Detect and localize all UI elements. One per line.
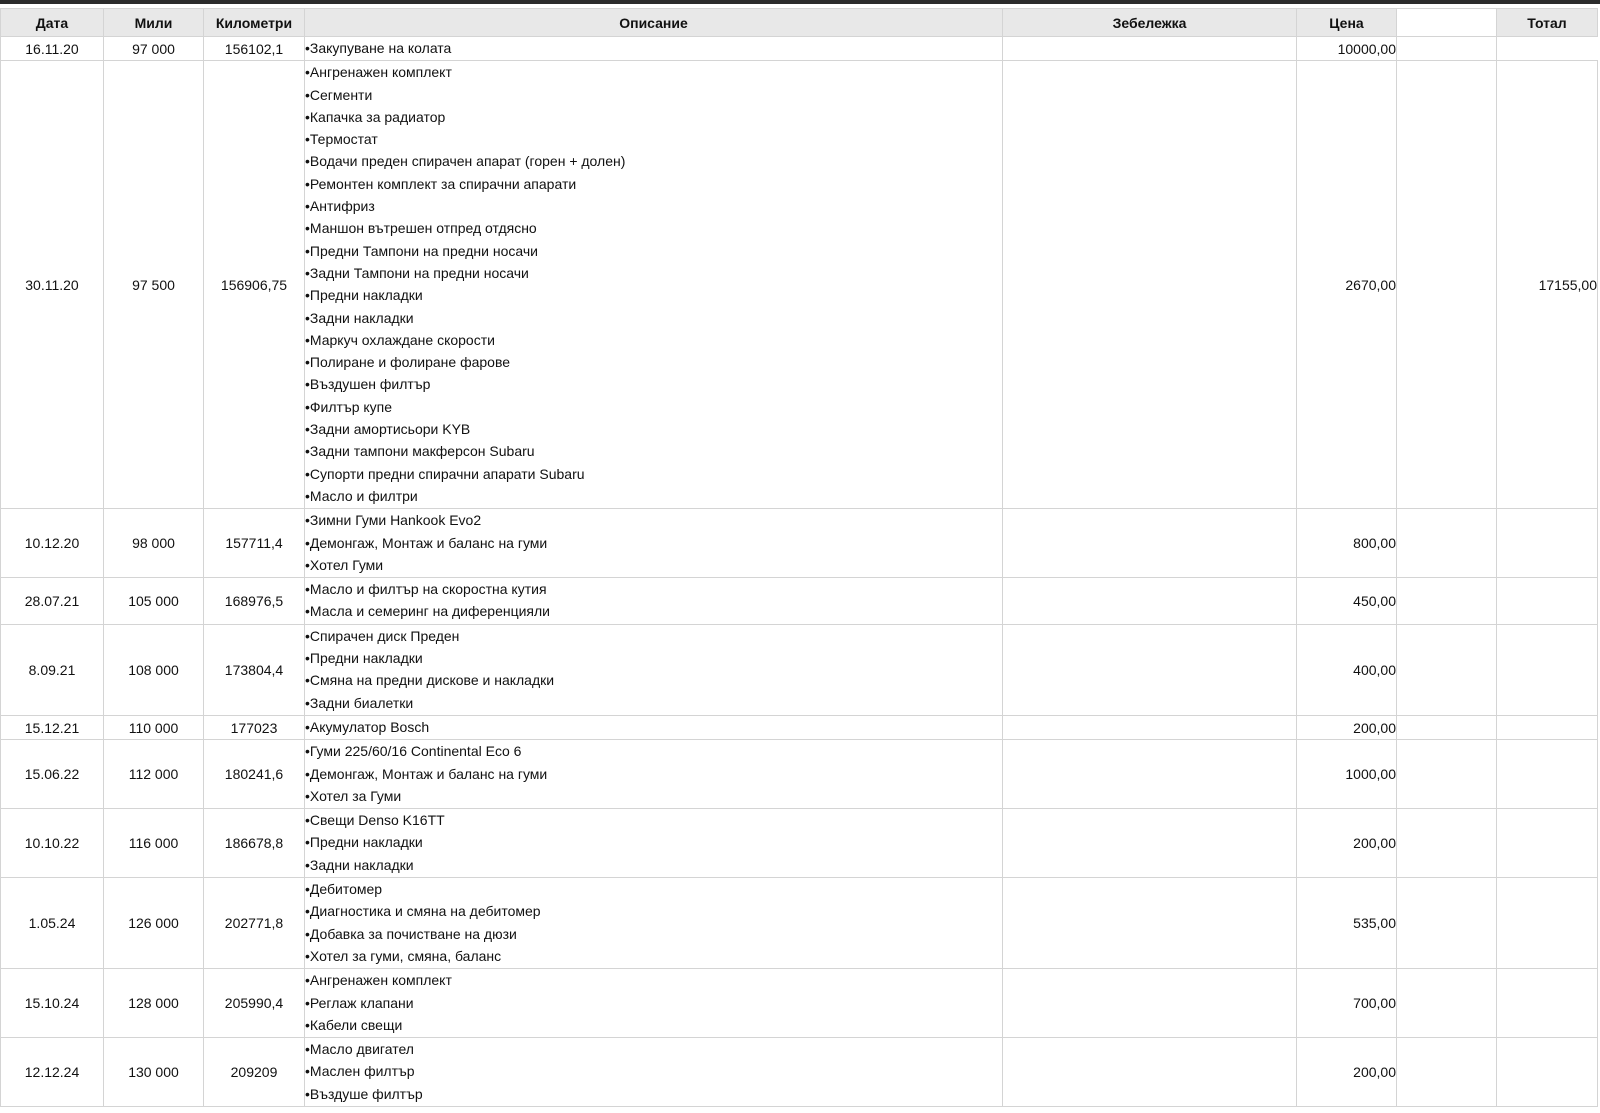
note-cell[interactable] — [1003, 578, 1297, 625]
miles-cell[interactable]: 108 000 — [104, 624, 204, 715]
description-item: •Дебитомер — [305, 881, 383, 898]
description-cell[interactable] — [305, 1038, 1003, 1107]
price-cell[interactable]: 200,00 — [1297, 715, 1397, 739]
note-cell[interactable] — [1003, 740, 1297, 809]
km-cell[interactable]: 156906,75 — [204, 61, 305, 509]
date-cell[interactable]: 12.12.24 — [1, 1038, 104, 1107]
description-item: •Задни накладки — [305, 309, 414, 326]
description-item: •Кабели свещи — [305, 1016, 403, 1033]
date-cell[interactable]: 10.12.20 — [1, 509, 104, 578]
table-row — [1, 715, 1598, 739]
description-item: •Масло двигател — [305, 1041, 414, 1058]
empty-cell[interactable] — [1497, 969, 1598, 1038]
empty-cell[interactable] — [1497, 509, 1598, 578]
description-item: •Маншон вътрешен отпред отдясно — [305, 220, 537, 237]
empty-cell[interactable] — [1497, 809, 1598, 878]
empty-cell[interactable] — [1497, 715, 1598, 739]
description-item: •Хотел за гуми, смяна, баланс — [305, 947, 502, 964]
km-cell[interactable]: 177023 — [204, 715, 305, 739]
miles-cell[interactable]: 130 000 — [104, 1038, 204, 1107]
description-item: •Масло и филтър на скоростна кутия — [305, 581, 547, 598]
description-cell[interactable] — [305, 740, 1003, 809]
price-cell[interactable]: 200,00 — [1297, 1038, 1397, 1107]
description-item: •Масло и филтри — [305, 487, 418, 504]
description-cell[interactable] — [305, 969, 1003, 1038]
description-item: •Закупуване на колата — [305, 40, 452, 56]
description-item: •Предни Тампони на предни носачи — [305, 242, 538, 259]
date-cell[interactable]: 15.12.21 — [1, 715, 104, 739]
description-item: •Спирачен диск Преден — [305, 627, 460, 644]
description-item: •Супорти предни спирачни апарати Subaru — [305, 465, 585, 482]
description-cell[interactable] — [305, 878, 1003, 969]
empty-cell[interactable] — [1497, 578, 1598, 625]
empty-cell[interactable] — [1397, 878, 1497, 969]
header-date[interactable]: Дата — [1, 9, 104, 37]
description-item: •Зимни Гуми Hankook Evo2 — [305, 512, 482, 529]
description-item: •Хотел за Гуми — [305, 787, 402, 804]
table-row — [1, 969, 1598, 1038]
km-cell[interactable]: 168976,5 — [204, 578, 305, 625]
note-cell[interactable] — [1003, 37, 1297, 61]
table-row — [1, 878, 1598, 969]
date-cell[interactable]: 15.10.24 — [1, 969, 104, 1038]
description-item: •Задни тампони макферсон Subaru — [305, 443, 535, 460]
description-cell[interactable] — [305, 578, 1003, 625]
km-cell[interactable]: 186678,8 — [204, 809, 305, 878]
description-item: •Смяна на предни дискове и накладки — [305, 672, 555, 689]
expense-table — [0, 8, 1598, 1107]
price-cell[interactable]: 10000,00 — [1297, 37, 1397, 61]
description-cell[interactable] — [305, 61, 1003, 509]
date-cell[interactable]: 28.07.21 — [1, 578, 104, 625]
description-item: •Свещи Denso K16TT — [305, 812, 445, 829]
miles-cell[interactable]: 97 000 — [104, 37, 204, 61]
description-cell[interactable] — [305, 509, 1003, 578]
header-row — [1, 9, 1598, 37]
description-cell[interactable] — [305, 715, 1003, 739]
description-cell[interactable] — [305, 809, 1003, 878]
miles-cell[interactable]: 128 000 — [104, 969, 204, 1038]
note-cell[interactable] — [1003, 1038, 1297, 1107]
date-cell[interactable]: 15.06.22 — [1, 740, 104, 809]
price-cell[interactable]: 1000,00 — [1297, 740, 1397, 809]
header-description[interactable]: Описание — [305, 9, 1003, 37]
description-item: •Въздушен филтър — [305, 376, 431, 393]
description-item: •Задни Тампони на предни носачи — [305, 264, 529, 281]
empty-cell[interactable] — [1497, 1038, 1598, 1107]
date-cell[interactable]: 10.10.22 — [1, 809, 104, 878]
header-miles[interactable]: Мили — [104, 9, 204, 37]
description-item: •Ремонтен комплект за спирачни апарати — [305, 175, 577, 192]
km-cell[interactable]: 180241,6 — [204, 740, 305, 809]
description-item: •Водачи преден спирачен апарат (горен + долен) — [305, 153, 626, 170]
date-cell[interactable]: 16.11.20 — [1, 37, 104, 61]
description-item: •Филтър купе — [305, 398, 393, 415]
km-cell[interactable]: 173804,4 — [204, 624, 305, 715]
table-row — [1, 578, 1598, 625]
miles-cell[interactable]: 98 000 — [104, 509, 204, 578]
price-cell[interactable]: 400,00 — [1297, 624, 1397, 715]
description-item: •Демонгаж, Монтаж и баланс на гуми — [305, 765, 548, 782]
empty-cell[interactable] — [1397, 578, 1497, 625]
description-item: •Полиране и фолиране фарове — [305, 354, 511, 371]
empty-cell[interactable] — [1397, 37, 1497, 61]
header-price[interactable]: Цена — [1297, 9, 1397, 37]
description-item: •Сегменти — [305, 86, 373, 103]
description-item: •Масла и семеринг на диференцияли — [305, 603, 551, 620]
empty-cell[interactable] — [1397, 61, 1497, 509]
description-item: •Задни накладки — [305, 856, 414, 873]
empty-cell[interactable] — [1397, 969, 1497, 1038]
description-item: •Хотел Гуми — [305, 556, 384, 573]
date-cell[interactable]: 8.09.21 — [1, 624, 104, 715]
header-note[interactable]: Зебележка — [1003, 9, 1297, 37]
description-item: •Гуми 225/60/16 Continental Eco 6 — [305, 743, 522, 760]
km-cell[interactable]: 202771,8 — [204, 878, 305, 969]
price-cell[interactable]: 700,00 — [1297, 969, 1397, 1038]
description-item: •Термостат — [305, 131, 378, 148]
description-item: •Акумулатор Bosch — [305, 718, 430, 735]
empty-cell[interactable] — [1397, 715, 1497, 739]
price-cell[interactable]: 2670,00 — [1297, 61, 1397, 509]
description-item: •Ангренажен комплект — [305, 64, 452, 81]
description-item: •Добавка за почистване на дюзи — [305, 925, 517, 942]
date-cell[interactable]: 30.11.20 — [1, 61, 104, 509]
date-cell[interactable]: 1.05.24 — [1, 878, 104, 969]
description-item: •Антифриз — [305, 198, 375, 215]
description-item: •Въздуше филтър — [305, 1085, 423, 1102]
description-item: •Предни накладки — [305, 834, 423, 851]
description-item: •Капачка за радиатор — [305, 108, 446, 125]
note-cell[interactable] — [1003, 715, 1297, 739]
description-item: •Демонгаж, Монтаж и баланс на гуми — [305, 534, 548, 551]
km-cell[interactable]: 209209 — [204, 1038, 305, 1107]
description-item: •Диагностика и смяна на дебитомер — [305, 903, 541, 920]
miles-cell[interactable]: 116 000 — [104, 809, 204, 878]
km-cell[interactable]: 205990,4 — [204, 969, 305, 1038]
description-item: •Задни биалетки — [305, 694, 414, 711]
note-cell[interactable] — [1003, 878, 1297, 969]
price-cell[interactable]: 200,00 — [1297, 809, 1397, 878]
empty-cell[interactable] — [1497, 878, 1598, 969]
empty-cell[interactable] — [1397, 509, 1497, 578]
miles-cell[interactable]: 110 000 — [104, 715, 204, 739]
miles-cell[interactable]: 112 000 — [104, 740, 204, 809]
note-cell[interactable] — [1003, 809, 1297, 878]
miles-cell[interactable]: 97 500 — [104, 61, 204, 509]
price-cell[interactable]: 450,00 — [1297, 578, 1397, 625]
description-item: •Маслен филтър — [305, 1063, 415, 1080]
empty-cell[interactable] — [1397, 1038, 1497, 1107]
empty-cell[interactable] — [1397, 740, 1497, 809]
header-km[interactable]: Километри — [204, 9, 305, 37]
description-item: •Реглаж клапани — [305, 994, 414, 1011]
empty-cell[interactable] — [1397, 9, 1497, 37]
empty-cell[interactable] — [1497, 740, 1598, 809]
note-cell[interactable] — [1003, 969, 1297, 1038]
empty-cell[interactable] — [1397, 624, 1497, 715]
miles-cell[interactable]: 126 000 — [104, 878, 204, 969]
miles-cell[interactable]: 105 000 — [104, 578, 204, 625]
description-item: •Маркуч охлаждане скорости — [305, 331, 495, 348]
km-cell[interactable]: 156102,1 — [204, 37, 305, 61]
description-item: •Задни амортисьори KYB — [305, 421, 471, 438]
note-cell[interactable] — [1003, 509, 1297, 578]
table-row — [1, 1038, 1598, 1107]
total-value[interactable]: 17155,00 — [1497, 61, 1598, 509]
km-cell[interactable]: 157711,4 — [204, 509, 305, 578]
table-row — [1, 624, 1598, 715]
table-row — [1, 509, 1598, 578]
note-cell[interactable] — [1003, 624, 1297, 715]
table-row — [1, 809, 1598, 878]
empty-cell[interactable] — [1397, 809, 1497, 878]
header-total[interactable]: Тотал — [1497, 9, 1598, 37]
price-cell[interactable]: 535,00 — [1297, 878, 1397, 969]
table-row — [1, 37, 1598, 61]
table-row — [1, 61, 1598, 509]
description-item: •Предни накладки — [305, 287, 423, 304]
description-item: •Предни накладки — [305, 650, 423, 667]
price-cell[interactable]: 800,00 — [1297, 509, 1397, 578]
empty-cell[interactable] — [1497, 624, 1598, 715]
description-cell[interactable] — [305, 624, 1003, 715]
table-row — [1, 740, 1598, 809]
note-cell[interactable] — [1003, 61, 1297, 509]
description-cell[interactable] — [305, 37, 1003, 61]
description-item: •Ангренажен комплект — [305, 972, 452, 989]
